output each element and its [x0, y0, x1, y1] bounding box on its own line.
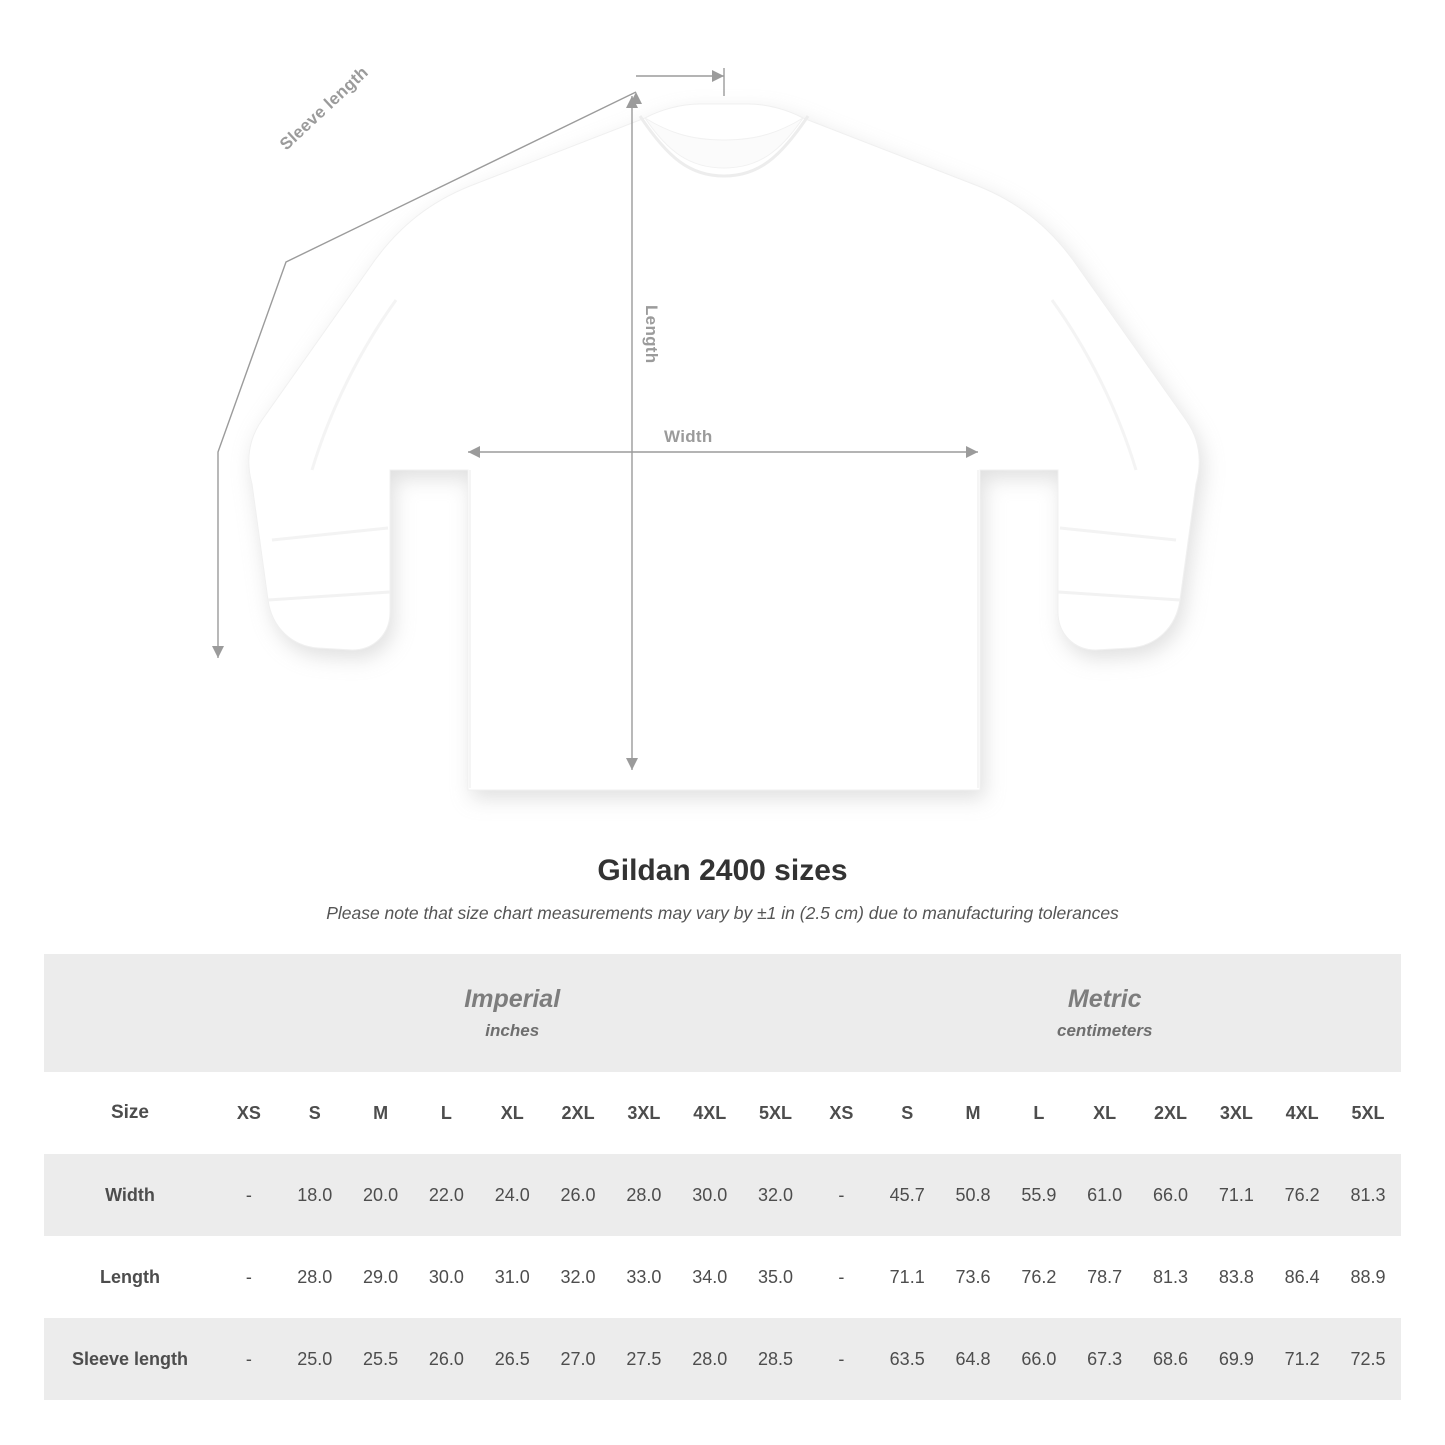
cell-width-imp-m: 20.0 — [348, 1154, 414, 1236]
cell-width-met-xl: 61.0 — [1072, 1154, 1138, 1236]
unit-header-metric — [808, 954, 1401, 1072]
cell-length-imp-4xl: 34.0 — [677, 1236, 743, 1318]
cell-sleeve-imp-xs: - — [216, 1318, 282, 1400]
unit-sub-imperial: inches — [485, 1021, 540, 1040]
column-header-imp-m: M — [348, 1072, 414, 1154]
cell-length-imp-3xl: 33.0 — [611, 1236, 677, 1318]
cell-width-met-xs: - — [808, 1154, 874, 1236]
cell-sleeve-imp-5xl: 28.5 — [743, 1318, 809, 1400]
cell-length-met-5xl: 88.9 — [1335, 1236, 1401, 1318]
cell-length-imp-5xl: 35.0 — [743, 1236, 809, 1318]
width-label: Width — [664, 427, 713, 446]
row-label-width: Width — [44, 1154, 216, 1236]
cell-length-imp-2xl: 32.0 — [545, 1236, 611, 1318]
cell-width-imp-xl: 24.0 — [479, 1154, 545, 1236]
cell-width-met-s: 45.7 — [874, 1154, 940, 1236]
cell-sleeve-met-xl: 67.3 — [1072, 1318, 1138, 1400]
cell-sleeve-met-l: 66.0 — [1006, 1318, 1072, 1400]
cell-sleeve-imp-xl: 26.5 — [479, 1318, 545, 1400]
cell-width-imp-4xl: 30.0 — [677, 1154, 743, 1236]
table-row — [44, 1318, 1401, 1400]
column-header-imp-3xl: 3XL — [611, 1072, 677, 1154]
row-label-sleeve-length: Sleeve length — [44, 1318, 216, 1400]
cell-length-imp-l: 30.0 — [413, 1236, 479, 1318]
shirt-shape — [249, 104, 1199, 790]
column-header-size: Size — [44, 1072, 216, 1154]
cell-sleeve-met-2xl: 68.6 — [1138, 1318, 1204, 1400]
cell-length-imp-xs: - — [216, 1236, 282, 1318]
column-header-met-2xl: 2XL — [1138, 1072, 1204, 1154]
column-header-imp-4xl: 4XL — [677, 1072, 743, 1154]
column-header-imp-xl: XL — [479, 1072, 545, 1154]
column-header-met-3xl: 3XL — [1203, 1072, 1269, 1154]
unit-name-imperial: Imperial — [464, 985, 561, 1013]
cell-length-met-s: 71.1 — [874, 1236, 940, 1318]
column-header-met-5xl: 5XL — [1335, 1072, 1401, 1154]
column-header-imp-l: L — [413, 1072, 479, 1154]
cell-width-met-5xl: 81.3 — [1335, 1154, 1401, 1236]
cell-length-imp-s: 28.0 — [282, 1236, 348, 1318]
cell-width-met-2xl: 66.0 — [1138, 1154, 1204, 1236]
cell-width-met-4xl: 76.2 — [1269, 1154, 1335, 1236]
cell-sleeve-met-s: 63.5 — [874, 1318, 940, 1400]
cell-length-met-2xl: 81.3 — [1138, 1236, 1204, 1318]
unit-sub-metric: centimeters — [1057, 1021, 1153, 1040]
cell-sleeve-imp-3xl: 27.5 — [611, 1318, 677, 1400]
column-header-met-4xl: 4XL — [1269, 1072, 1335, 1154]
cell-sleeve-imp-4xl: 28.0 — [677, 1318, 743, 1400]
unit-header-row — [44, 954, 1401, 1072]
column-header-imp-2xl: 2XL — [545, 1072, 611, 1154]
cell-sleeve-imp-2xl: 27.0 — [545, 1318, 611, 1400]
table-row — [44, 1154, 1401, 1236]
column-header-met-l: L — [1006, 1072, 1072, 1154]
cell-sleeve-met-xs: - — [808, 1318, 874, 1400]
size-table-wrapper — [0, 954, 1445, 1400]
cell-sleeve-imp-l: 26.0 — [413, 1318, 479, 1400]
cell-length-met-3xl: 83.8 — [1203, 1236, 1269, 1318]
cell-width-met-m: 50.8 — [940, 1154, 1006, 1236]
cell-width-imp-5xl: 32.0 — [743, 1154, 809, 1236]
length-label: Length — [642, 305, 661, 364]
cell-width-met-3xl: 71.1 — [1203, 1154, 1269, 1236]
cell-length-met-m: 73.6 — [940, 1236, 1006, 1318]
cell-sleeve-met-m: 64.8 — [940, 1318, 1006, 1400]
title-block — [0, 854, 1445, 924]
cell-sleeve-imp-m: 25.5 — [348, 1318, 414, 1400]
table-row — [44, 1236, 1401, 1318]
cell-width-imp-s: 18.0 — [282, 1154, 348, 1236]
cell-length-met-l: 76.2 — [1006, 1236, 1072, 1318]
column-header-met-xl: XL — [1072, 1072, 1138, 1154]
sleeve-length-label: Sleeve length — [276, 62, 372, 154]
cell-length-met-4xl: 86.4 — [1269, 1236, 1335, 1318]
column-header-met-xs: XS — [808, 1072, 874, 1154]
size-table — [44, 954, 1401, 1400]
tolerance-note: Please note that size chart measurements may vary by ±1 in (2.5 cm) due to manufacturing tolerances — [326, 903, 1119, 923]
cell-width-imp-2xl: 26.0 — [545, 1154, 611, 1236]
unit-header-spacer — [44, 954, 216, 1072]
column-header-imp-s: S — [282, 1072, 348, 1154]
size-header-row — [44, 1072, 1401, 1154]
unit-header-imperial — [216, 954, 808, 1072]
cell-width-imp-l: 22.0 — [413, 1154, 479, 1236]
cell-sleeve-met-5xl: 72.5 — [1335, 1318, 1401, 1400]
cell-width-met-l: 55.9 — [1006, 1154, 1072, 1236]
page-title: Gildan 2400 sizes — [597, 854, 848, 887]
column-header-imp-5xl: 5XL — [743, 1072, 809, 1154]
cell-sleeve-met-4xl: 71.2 — [1269, 1318, 1335, 1400]
column-header-met-m: M — [940, 1072, 1006, 1154]
column-header-met-s: S — [874, 1072, 940, 1154]
cell-length-met-xs: - — [808, 1236, 874, 1318]
cell-length-imp-m: 29.0 — [348, 1236, 414, 1318]
column-header-imp-xs: XS — [216, 1072, 282, 1154]
unit-name-metric: Metric — [1067, 985, 1142, 1013]
cell-length-imp-xl: 31.0 — [479, 1236, 545, 1318]
cell-length-met-xl: 78.7 — [1072, 1236, 1138, 1318]
row-label-length: Length — [44, 1236, 216, 1318]
cell-width-imp-3xl: 28.0 — [611, 1154, 677, 1236]
cell-sleeve-imp-s: 25.0 — [282, 1318, 348, 1400]
cell-width-imp-xs: - — [216, 1154, 282, 1236]
cell-sleeve-met-3xl: 69.9 — [1203, 1318, 1269, 1400]
